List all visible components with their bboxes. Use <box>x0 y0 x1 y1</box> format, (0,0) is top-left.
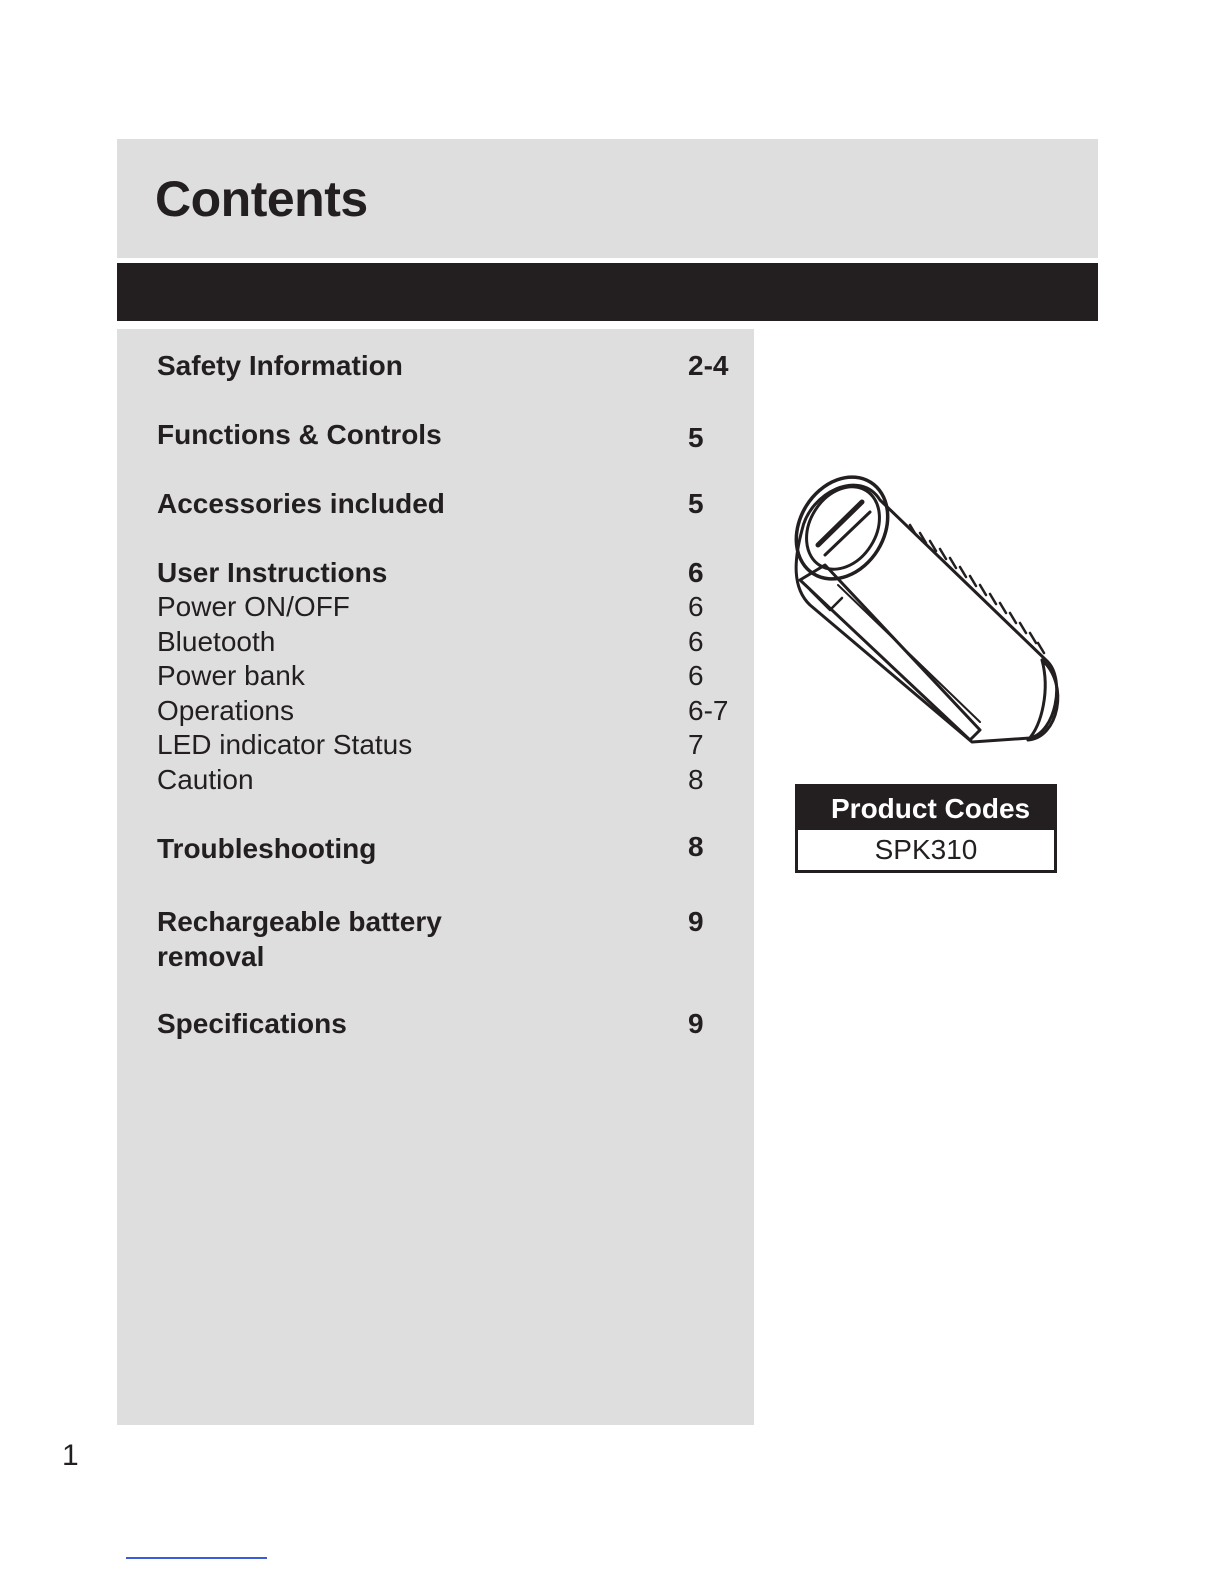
toc-page-safety-information: 2-4 <box>688 350 729 381</box>
speaker-illustration <box>780 470 1070 755</box>
toc-page-functions-controls: 5 <box>688 422 704 453</box>
product-codes-box <box>795 784 1057 873</box>
toc-page-bluetooth: 6 <box>688 626 704 657</box>
page-title: Contents <box>155 171 368 227</box>
toc-page-led-indicator-status: 7 <box>688 729 704 760</box>
toc-page-operations: 6-7 <box>688 695 729 726</box>
toc-subitem-led-indicator-status: LED indicator Status <box>157 729 413 760</box>
toc-page-accessories-included: 5 <box>688 488 704 519</box>
toc-page-troubleshooting: 8 <box>688 831 704 862</box>
header-divider-bar <box>117 263 1098 321</box>
toc-page-power-on-off: 6 <box>688 591 704 622</box>
toc-subitem-power-on-off: Power ON/OFF <box>157 591 350 622</box>
toc-item-safety-information: Safety Information <box>157 350 403 381</box>
toc-subitem-bluetooth: Bluetooth <box>157 626 276 657</box>
toc-item-user-instructions: User Instructions <box>157 557 388 588</box>
toc-item-specifications: Specifications <box>157 1008 347 1039</box>
toc-page-user-instructions: 6 <box>688 557 704 588</box>
product-code-value: SPK310 <box>874 834 978 865</box>
toc-subitem-power-bank: Power bank <box>157 660 305 691</box>
toc-item-functions-controls: Functions & Controls <box>157 419 442 450</box>
toc-page-power-bank: 6 <box>688 660 704 691</box>
toc-item-accessories-included: Accessories included <box>157 488 445 519</box>
toc-item-rechargeable-battery: Rechargeable battery <box>157 906 442 937</box>
toc-item-troubleshooting: Troubleshooting <box>157 833 377 864</box>
toc-page-specifications: 9 <box>688 1008 704 1039</box>
footer-link-underline <box>126 1557 267 1559</box>
toc-subitem-caution: Caution <box>157 764 254 795</box>
page-number: 1 <box>62 1439 79 1472</box>
toc-page-caution: 8 <box>688 764 704 795</box>
toc-page-rechargeable-battery: 9 <box>688 906 704 937</box>
product-codes-title: Product Codes <box>798 787 1054 830</box>
toc-subitem-operations: Operations <box>157 695 294 726</box>
toc-item-rechargeable-battery-line2: removal <box>157 941 265 972</box>
